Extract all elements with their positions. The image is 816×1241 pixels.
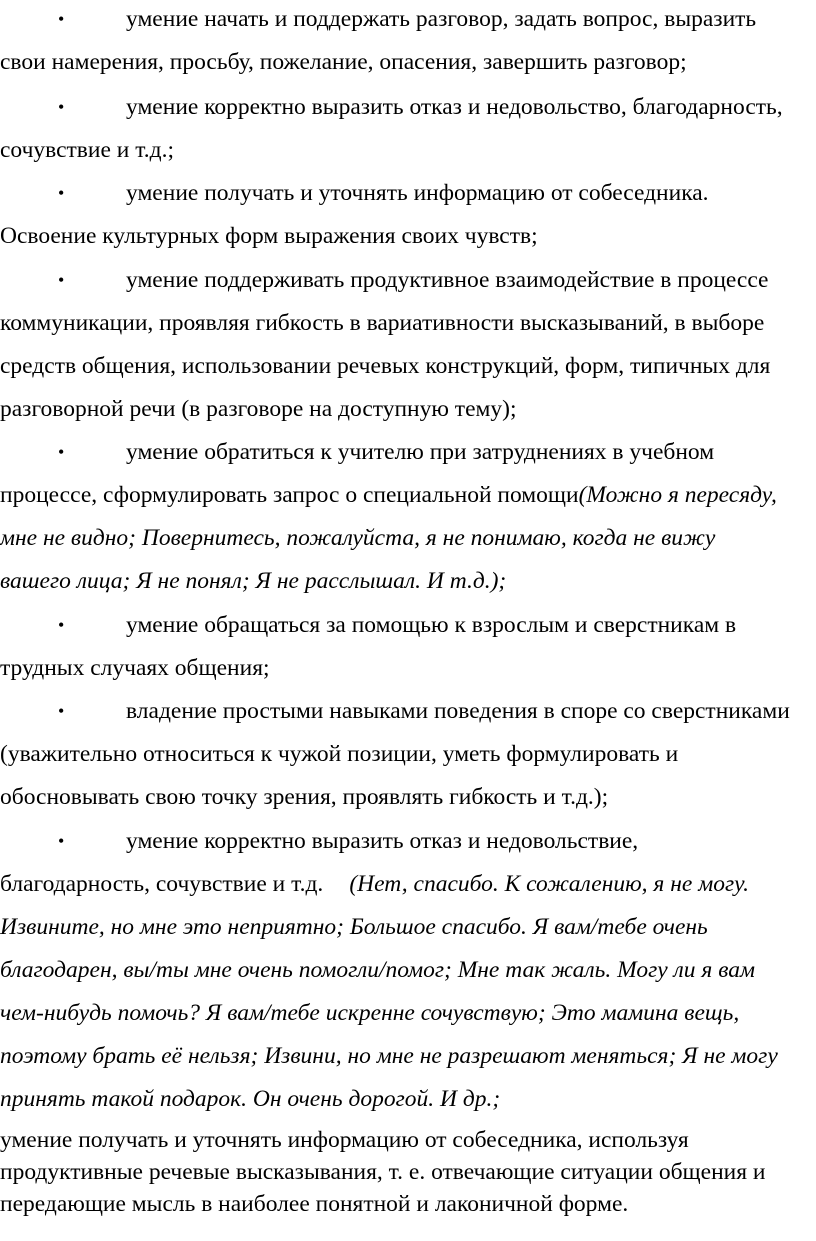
italic-example-line: вашего лица; Я не понял; Я не расслышал. И т.д.);: [0, 568, 507, 594]
italic-example-line: благодарен, вы/ты мне очень помогли/помог; Мне так жаль. Могу ли я вам: [0, 957, 756, 983]
bullet-icon: •: [58, 615, 65, 635]
text-line: трудных случаях общения;: [0, 655, 270, 681]
italic-example-line: поэтому брать её нельзя; Извини, но мне не разрешают меняться; Я не могу: [0, 1043, 778, 1069]
bullet-icon: •: [58, 183, 65, 203]
text-line: разговорной речи (в разговоре на доступную тему);: [0, 396, 517, 422]
italic-example: (Нет, спасибо. К сожалению, я не могу.: [349, 871, 749, 897]
bullet-icon: •: [58, 701, 65, 721]
text-line: (уважительно относиться к чужой позиции, уметь формулировать и: [0, 741, 679, 767]
italic-example-line: чем-нибудь помочь? Я вам/тебе искренне сочувствую; Это мамина вещь,: [0, 1000, 740, 1026]
italic-example-line: принять такой подарок. Он очень дорогой. И др.;: [0, 1086, 501, 1112]
text-line: умение получать и уточнять информацию от собеседника.: [126, 180, 709, 206]
text-line: средств общения, использовании речевых конструкций, форм, типичных для: [0, 353, 771, 379]
text-run: благодарность, сочувствие и т.д.: [0, 871, 324, 897]
text-line: владение простыми навыками поведения в споре со сверстниками: [126, 698, 790, 724]
text-line: обосновывать свою точку зрения, проявлять гибкость и т.д.);: [0, 784, 609, 810]
text-line: Освоение культурных форм выражения своих чувств;: [0, 223, 538, 249]
bullet-icon: •: [58, 831, 65, 851]
text-line: продуктивные речевые высказывания, т. е. отвечающие ситуации общения и: [0, 1159, 766, 1185]
bullet-icon: •: [58, 97, 65, 117]
text-line: [0, 480, 777, 510]
text-line: умение начать и поддержать разговор, задать вопрос, выразить: [126, 6, 757, 32]
text-line: умение поддерживать продуктивное взаимодействие в процессе: [126, 267, 769, 293]
text-run: процессе, сформулировать запрос о специальной помощи: [0, 482, 579, 508]
text-line: умение корректно выразить отказ и недовольствие,: [126, 828, 639, 854]
text-line: передающие мысль в наиболее понятной и лаконичной форме.: [0, 1191, 629, 1217]
bullet-icon: •: [58, 270, 65, 290]
text-line: умение получать и уточнять информацию от собеседника, используя: [0, 1127, 689, 1153]
bullet-icon: •: [58, 442, 65, 462]
italic-example-line: мне не видно; Повернитесь, пожалуйста, я не понимаю, когда не вижу: [0, 525, 716, 551]
text-line: коммуникации, проявляя гибкость в вариативности высказываний, в выборе: [0, 310, 765, 336]
italic-example-line: Извините, но мне это неприятно; Большое спасибо. Я вам/тебе очень: [0, 914, 708, 940]
text-line: сочувствие и т.д.;: [0, 137, 174, 163]
text-line: [0, 869, 749, 899]
italic-example: (Можно я пересяду,: [578, 482, 777, 508]
text-line: умение корректно выразить отказ и недовольство, благодарность,: [126, 94, 783, 120]
text-line: умение обратиться к учителю при затруднениях в учебном: [126, 439, 715, 465]
bullet-icon: •: [58, 9, 65, 29]
text-line: свои намерения, просьбу, пожелание, опасения, завершить разговор;: [0, 49, 687, 75]
text-line: умение обращаться за помощью к взрослым и сверстникам в: [126, 612, 737, 638]
